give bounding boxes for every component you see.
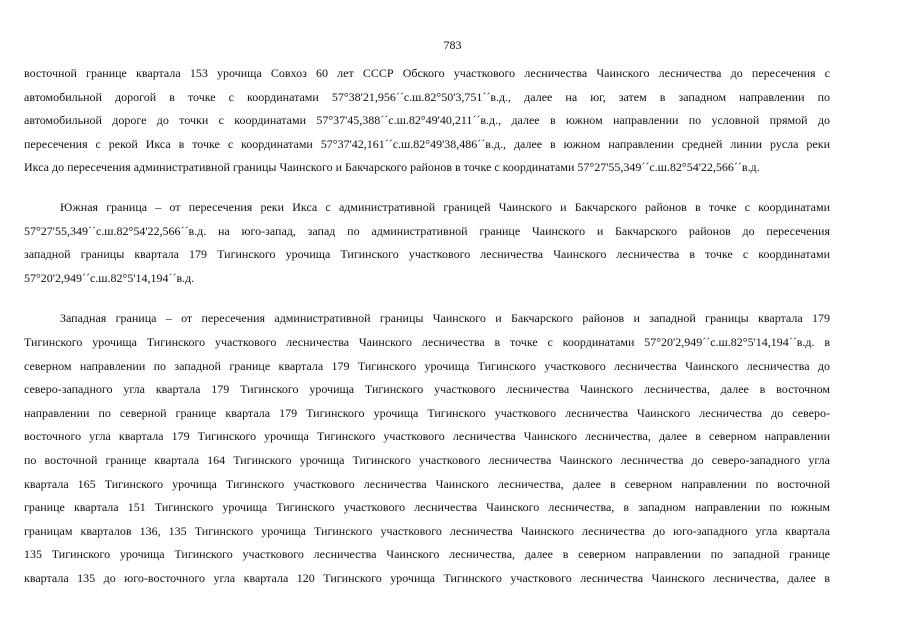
text-line: 57°27'55,349´´с.ш.82°54'22,566´´в.д. на юго-запад, запад по административной границе Чаинского и Бакчарского районов до пересечения	[24, 223, 830, 238]
paragraph-western-boundary	[24, 307, 830, 590]
document-body	[24, 62, 830, 590]
text-line: границе квартала 151 Тигинского урочища Тигинского участкового лесничества Чаинского лесничества, в западном направлении по южным	[24, 500, 830, 515]
text-line: 135 Тигинского урочища Тигинского участкового лесничества Чаинского лесничества, далее в северном направлении по западной границе	[24, 547, 830, 562]
page-number: 783	[443, 38, 462, 52]
text-line: западной границы квартала 179 Тигинского урочища Тигинского участкового лесничества Чаинского лесничества в точке с координатами	[24, 247, 830, 262]
text-line: северо-западного угла квартала 179 Тигинского урочища Тигинского участкового лесничества Чаинского лесничества, далее в восточном	[24, 382, 830, 397]
text-line: пересечения с рекой Икса в точке с координатами 57°37'42,161´´с.ш.82°49'38,486´´в.д., далее в южном направлении средней линии русла реки	[24, 136, 830, 151]
text-line: автомобильной дороге до точки с координатами 57°37'45,388´´с.ш.82°49'40,211´´в.д., далее в южном направлении по условной прямой до	[24, 113, 830, 128]
text-line: Тигинского урочища Тигинского участкового лесничества Чаинского лесничества в точке с координатами 57°20'2,949´´с.ш.82°5'14,194´´в.д. в	[24, 334, 830, 349]
text-line: по восточной границе квартала 164 Тигинского урочища Тигинского участкового лесничества Чаинского лесничества до северо-западного угла	[24, 452, 830, 467]
text-line: Южная граница – от пересечения реки Икса с административной границей Чаинского и Бакчарского районов в точке с координатами	[60, 199, 830, 214]
paragraph-eastern-boundary-continued	[24, 62, 830, 180]
text-line: северном направлении по западной границе квартала 179 Тигинского урочища Тигинского участкового лесничества Чаинского лесничества до	[24, 358, 830, 373]
text-line: автомобильной дорогой в точке с координатами 57°38'21,956´´с.ш.82°50'3,751´´в.д., далее на юг, затем в западном направлении по	[24, 89, 830, 104]
text-line: направлении по северной границе квартала 179 Тигинского урочища Тигинского участкового лесничества Чаинского лесничества до северо-	[24, 405, 830, 420]
paragraph-southern-boundary	[24, 196, 830, 290]
text-line: квартала 135 до юго-восточного угла квартала 120 Тигинского урочища Тигинского участкового лесничества Чаинского лесничества, далее в	[24, 570, 830, 585]
text-line: квартала 165 Тигинского урочища Тигинского участкового лесничества Чаинского лесничества, далее в северном направлении по восточной	[24, 476, 830, 491]
text-line: восточной границе квартала 153 урочища Совхоз 60 лет СССР Обского участкового лесничества Чаинского лесничества до пересечения с	[24, 66, 830, 80]
text-line: восточного угла квартала 179 Тигинского урочища Тигинского участкового лесничества Чаинского лесничества, далее в северном направлении	[24, 429, 830, 444]
text-line: Икса до пересечения административной границы Чаинского и Бакчарского районов в точке с координатами 57°27'55,349´´с.ш.82°54'22,566´´в.д.	[24, 160, 760, 175]
text-line: 57°20'2,949´´с.ш.82°5'14,194´´в.д.	[24, 270, 195, 285]
text-line: Западная граница – от пересечения административной границы Чаинского и Бакчарского районов и западной границы квартала 179	[60, 311, 830, 326]
text-line: границам кварталов 136, 135 Тигинского урочища Тигинского участкового лесничества Чаинского лесничества до юго-западного угла квартала	[24, 523, 830, 538]
